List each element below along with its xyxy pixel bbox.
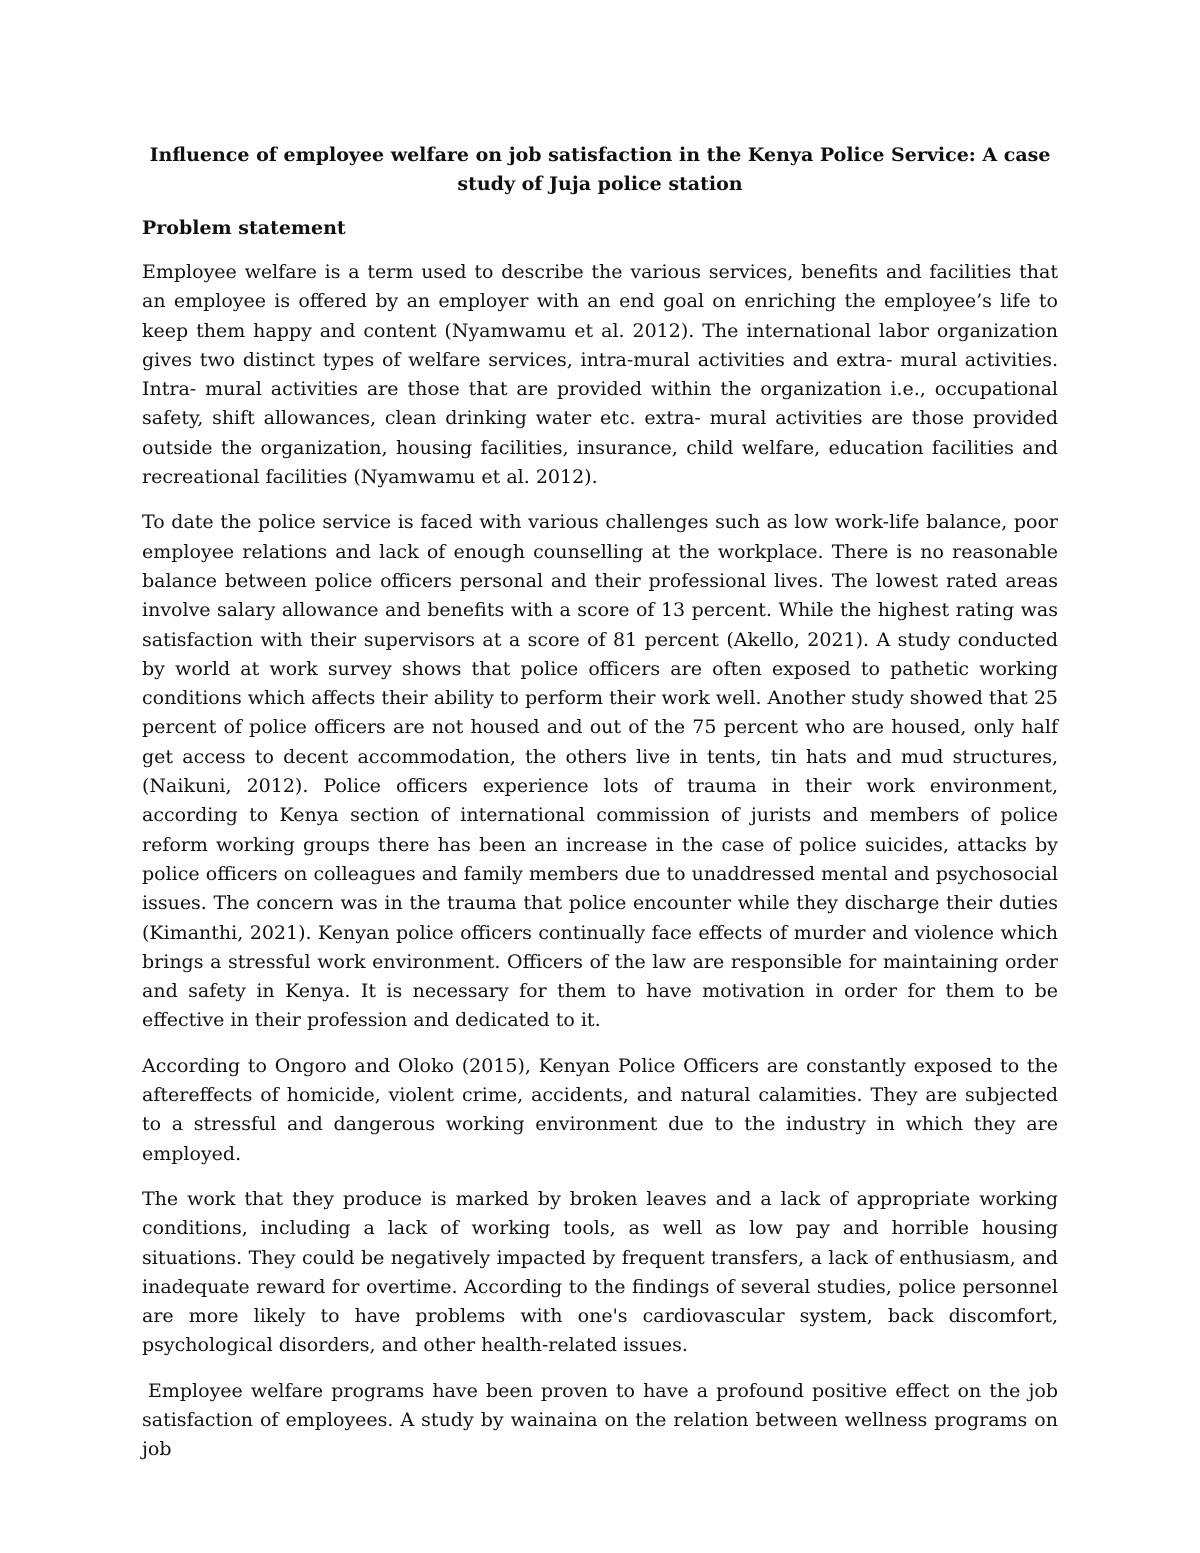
paragraph-working-conditions: The work that they produce is marked by broken leaves and a lack of appropriate working conditions, including a lack of working tools, as well as low pay and horrible housing situations. They could be negatively impacted by frequent transfers, a lack of enthusiasm, and inadequate reward for overtime. According to the findings of several studies, police personnel are more likely to have problems with one's cardiovascular system, back discomfort, psychological disorders, and other health-related issues. [142,1187,1058,1357]
section-heading: Problem statement [142,217,346,239]
paragraph-welfare-programs: Employee welfare programs have been proven to have a profound positive effect on the job satisfaction of employees. A study by wainaina on the relation between wellness programs on job [142,1379,1058,1461]
paragraph-police-challenges: To date the police service is faced with various challenges such as low work-life balance, poor employee relations and lack of enough counselling at the workplace. There is no reasonable balance between police officers personal and their professional lives. The lowest rated areas involve salary allowance and benefits with a score of 13 percent. While the highest rating was satisfaction with their supervisors at a score of 81 percent (Akello, 2021). A study conducted by world at work survey shows that police officers are often exposed to pathetic working conditions which affects their ability to perform their work well. Another study showed that 25 percent of police officers are not housed and out of the 75 percent who are housed, only half get access to decent accommodation, the others live in tents, tin hats and mud structures, (Naikuni, 2012). Police officers experience lots of trauma in their work environment, according to Kenya section of international commission of jurists and members of police reform working groups there has been an increase in the case of police suicides, attacks by police officers on colleagues and family members due to unaddressed mental and psychosocial issues. The concern was in the trauma that police encounter while they discharge their duties (Kimanthi, 2021). Kenyan police officers continually face effects of murder and violence which brings a stressful work environment. Officers of the law are responsible for maintaining order and safety in Kenya. It is necessary for them to have motivation in order for them to be effective in their profession and dedicated to it. [142,511,1058,1032]
paragraph-ongoro-oloko: According to Ongoro and Oloko (2015), Kenyan Police Officers are constantly exposed to the aftereffects of homicide, violent crime, accidents, and natural calamities. They are subjected to a stressful and dangerous working environment due to the industry in which they are employed. [142,1054,1058,1165]
document-title: Influence of employee welfare on job satisfaction in the Kenya Police Service: A case study of Juja police station [149,144,1051,195]
document-body [142,141,1058,1481]
paragraph-welfare-definition: Employee welfare is a term used to describe the various services, benefits and facilities that an employee is offered by an employer with an end goal on enriching the employee’s life to keep them happy and content (Nyamwamu et al. 2012). The international labor organization gives two distinct types of welfare services, intra-mural activities and extra- mural activities. Intra- mural activities are those that are provided within the organization i.e., occupational safety, shift allowances, clean drinking water etc. extra- mural activities are those provided outside the organization, housing facilities, insurance, child welfare, education facilities and recreational facilities (Nyamwamu et al. 2012). [142,261,1058,489]
